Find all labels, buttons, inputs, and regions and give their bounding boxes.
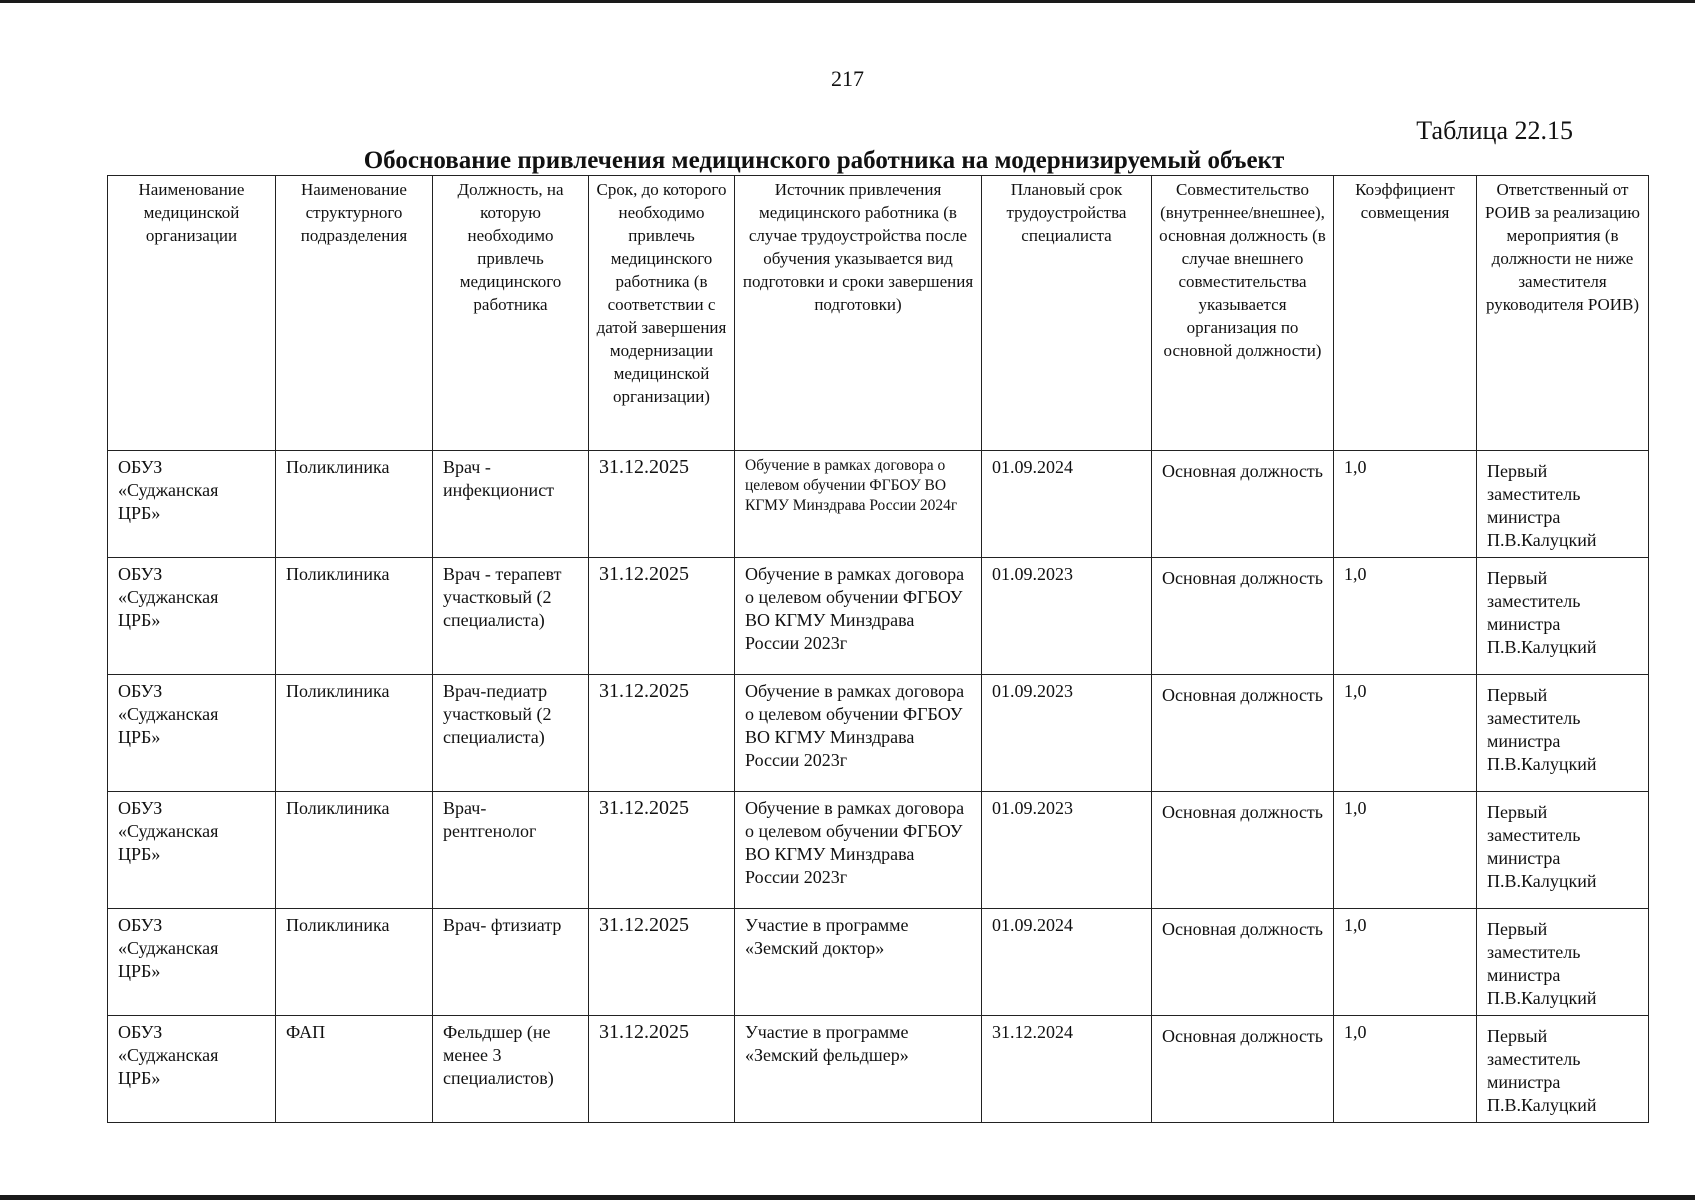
header-coefficient: Коэффициент совмещения [1334,176,1477,451]
cell-coefficient: 1,0 [1334,1016,1477,1123]
page-title: Обоснование привлечения медицинского работника на модернизируемый объект [363,147,1285,174]
cell-unit: Поликлиника [276,792,433,909]
cell-deadline: 31.12.2025 [589,675,735,792]
table-row [108,451,1649,558]
header-unit: Наименование структурного подразделения [276,176,433,451]
cell-responsible [1477,558,1649,675]
cell-unit: ФАП [276,1016,433,1123]
cell-source: Обучение в рамках договора о целевом обучении ФГБОУ ВО КГМУ Минздрава России 2023г [735,792,982,909]
cell-position: Врач-рентгенолог [433,792,589,909]
cell-unit: Поликлиника [276,909,433,1016]
cell-position: Врач - инфекционист [433,451,589,558]
cell-combination: Основная должность [1152,909,1334,1016]
header-deadline: Срок, до которого необходимо привлечь медицинского работника (в соответствии с датой завершения модернизации медицинской организации) [589,176,735,451]
responsible-title: Первый заместитель министра [1487,461,1581,527]
responsible-name: П.В.Калуцкий [1487,637,1597,657]
cell-responsible [1477,1016,1649,1123]
cell-planned-date: 01.09.2024 [982,909,1152,1016]
responsible-title: Первый заместитель министра [1487,685,1581,751]
cell-responsible [1477,675,1649,792]
responsible-name: П.В.Калуцкий [1487,1095,1597,1115]
cell-org: ОБУЗ «Суджанская ЦРБ» [108,909,276,1016]
table-row [108,1016,1649,1123]
cell-source: Участие в программе «Земский фельдшер» [735,1016,982,1123]
cell-planned-date: 01.09.2023 [982,558,1152,675]
cell-planned-date: 31.12.2024 [982,1016,1152,1123]
responsible-name: П.В.Калуцкий [1487,754,1597,774]
cell-deadline: 31.12.2025 [589,1016,735,1123]
cell-combination: Основная должность [1152,558,1334,675]
cell-org: ОБУЗ «Суджанская ЦРБ» [108,558,276,675]
page-top-edge [0,0,1695,3]
cell-responsible [1477,792,1649,909]
responsible-title: Первый заместитель министра [1487,568,1581,634]
table-header-row [108,176,1649,451]
cell-coefficient: 1,0 [1334,675,1477,792]
cell-position: Врач- фтизиатр [433,909,589,1016]
cell-combination: Основная должность [1152,792,1334,909]
responsible-title: Первый заместитель министра [1487,919,1581,985]
responsible-title: Первый заместитель министра [1487,802,1581,868]
page-bottom-edge [0,1195,1695,1200]
cell-position: Врач-педиатр участковый (2 специалиста) [433,675,589,792]
responsible-name: П.В.Калуцкий [1487,871,1597,891]
cell-coefficient: 1,0 [1334,909,1477,1016]
cell-org: ОБУЗ «Суджанская ЦРБ» [108,1016,276,1123]
page-number: 217 [831,66,864,91]
cell-deadline: 31.12.2025 [589,909,735,1016]
header-planned-date: Плановый срок трудоустройства специалиста [982,176,1152,451]
personnel-table [107,175,1649,1123]
responsible-title: Первый заместитель министра [1487,1026,1581,1092]
cell-deadline: 31.12.2025 [589,792,735,909]
cell-planned-date: 01.09.2024 [982,451,1152,558]
header-position: Должность, на которую необходимо привлечь медицинского работника [433,176,589,451]
cell-position: Врач - терапевт участковый (2 специалиста) [433,558,589,675]
table-row [108,792,1649,909]
cell-coefficient: 1,0 [1334,792,1477,909]
cell-planned-date: 01.09.2023 [982,675,1152,792]
header-source: Источник привлечения медицинского работника (в случае трудоустройства после обучения указывается вид подготовки и сроки завершения подготовки) [735,176,982,451]
cell-source: Обучение в рамках договора о целевом обучении ФГБОУ ВО КГМУ Минздрава России 2023г [735,675,982,792]
cell-deadline: 31.12.2025 [589,451,735,558]
cell-source: Участие в программе «Земский доктор» [735,909,982,1016]
table-row [108,909,1649,1016]
header-combination: Совместительство (внутреннее/внешнее), основная должность (в случае внешнего совместительства указывается организация по основной должности) [1152,176,1334,451]
cell-combination: Основная должность [1152,451,1334,558]
responsible-name: П.В.Калуцкий [1487,530,1597,550]
table-row [108,675,1649,792]
cell-responsible [1477,909,1649,1016]
cell-source: Обучение в рамках договора о целевом обучении ФГБОУ ВО КГМУ Минздрава России 2023г [735,558,982,675]
cell-org: ОБУЗ «Суджанская ЦРБ» [108,675,276,792]
cell-responsible [1477,451,1649,558]
cell-unit: Поликлиника [276,558,433,675]
cell-org: ОБУЗ «Суджанская ЦРБ» [108,451,276,558]
cell-org: ОБУЗ «Суджанская ЦРБ» [108,792,276,909]
table-caption: Таблица 22.15 [1416,116,1573,145]
cell-source: Обучение в рамках договора о целевом обучении ФГБОУ ВО КГМУ Минздрава России 2024г [735,451,982,558]
cell-position: Фельдшер (не менее 3 специалистов) [433,1016,589,1123]
cell-combination: Основная должность [1152,1016,1334,1123]
cell-deadline: 31.12.2025 [589,558,735,675]
table-header [108,176,1649,451]
table-body [108,451,1649,1123]
responsible-name: П.В.Калуцкий [1487,988,1597,1008]
table-row [108,558,1649,675]
cell-combination: Основная должность [1152,675,1334,792]
cell-coefficient: 1,0 [1334,451,1477,558]
header-responsible: Ответственный от РОИВ за реализацию мероприятия (в должности не ниже заместителя руководителя РОИВ) [1477,176,1649,451]
header-org: Наименование медицинской организации [108,176,276,451]
cell-unit: Поликлиника [276,675,433,792]
cell-unit: Поликлиника [276,451,433,558]
cell-coefficient: 1,0 [1334,558,1477,675]
cell-planned-date: 01.09.2023 [982,792,1152,909]
